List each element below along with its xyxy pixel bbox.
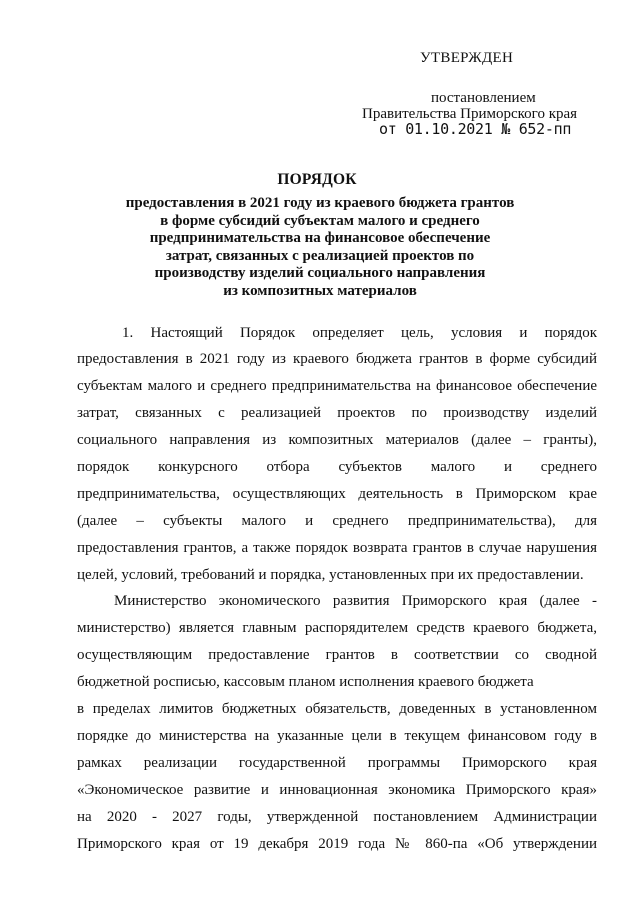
approved-stamp: УТВЕРЖДЕН <box>420 50 514 66</box>
body-line: порядок конкурсного отбора субъектов малого и среднего <box>77 459 597 475</box>
document-subtitle <box>95 195 545 300</box>
subtitle-line: предоставления в 2021 году из краевого бюджета грантов <box>125 195 515 211</box>
body-line: бюджетной росписью, кассовым планом исполнения краевого бюджета <box>77 674 534 690</box>
body-line: порядке до министерства на указанные цели в текущем финансовом году в <box>77 728 597 744</box>
approval-date-number: от 01.10.2021 № 652-пп <box>379 120 572 138</box>
body-line: предпринимательства, осуществляющих деятельность в Приморском крае <box>77 486 597 502</box>
body-line: «Экономическое развитие и инновационная экономика Приморского края» <box>77 782 597 798</box>
body-line: министерство) является главным распорядителем средств краевого бюджета, <box>77 620 597 636</box>
body-line: рамках реализации государственной программы Приморского края <box>77 755 597 771</box>
body-line: 1. Настоящий Порядок определяет цель, условия и порядок <box>122 325 597 341</box>
body-line: (далее – субъекты малого и среднего предпринимательства), для <box>77 513 597 529</box>
body-line: социального направления из композитных материалов (далее – гранты), <box>77 432 597 448</box>
approval-government: Правительства Приморского края <box>362 106 578 122</box>
body-line: предоставления в 2021 году из краевого бюджета грантов в форме субсидий <box>77 351 597 367</box>
body-line: предоставления грантов, а также порядок возврата грантов в случае нарушения <box>77 540 597 556</box>
approval-resolution: постановлением <box>431 90 536 106</box>
subtitle-line: в форме субсидий субъектам малого и среднего <box>160 212 480 229</box>
body-line: целей, условий, требований и порядка, установленных при их предоставлении. <box>77 567 584 583</box>
body-line: Приморского края от 19 декабря 2019 года № 860-па «Об утверждении <box>77 836 597 852</box>
body-line: затрат, связанных с реализацией проектов по производству изделий <box>77 405 597 421</box>
approval-block <box>0 0 634 140</box>
body-line: Министерство экономического развития Приморского края (далее - <box>114 593 597 609</box>
body-line: в пределах лимитов бюджетных обязательств, доведенных в установленном <box>77 701 597 717</box>
subtitle-line: производству изделий социального направления <box>154 265 486 281</box>
body-line: осуществляющим предоставление грантов в соответствии со сводной <box>77 647 597 663</box>
subtitle-line: предпринимательства на финансовое обеспечение <box>149 230 491 246</box>
subtitle-line: из композитных материалов <box>223 282 417 299</box>
subtitle-line: затрат, связанных с реализацией проектов по <box>165 247 475 264</box>
body-line: субъектам малого и среднего предпринимательства на финансовое обеспечение <box>77 378 597 394</box>
document-title: ПОРЯДОК <box>277 171 357 188</box>
body-line: на 2020 - 2027 годы, утвержденной постановлением Администрации <box>77 809 597 825</box>
